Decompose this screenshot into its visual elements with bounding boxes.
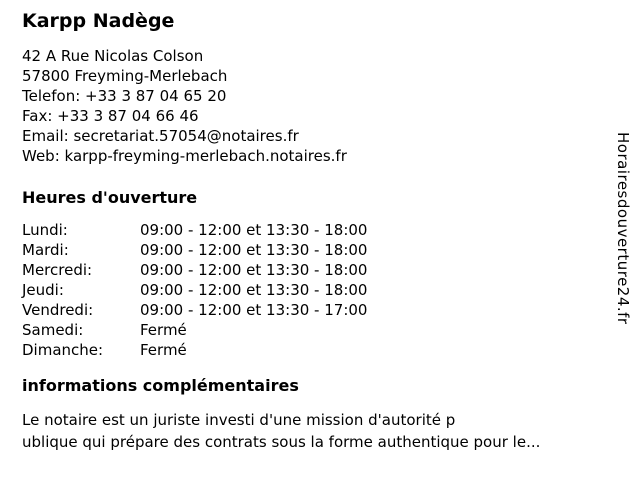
hours-table (22, 220, 592, 360)
info-heading: informations complémentaires (22, 376, 299, 395)
contact-block (22, 46, 592, 166)
page-title: Karpp Nadège (22, 10, 175, 32)
site-watermark: Horairesdouverture24.fr (614, 132, 632, 325)
day-label: Samedi: (22, 321, 84, 339)
day-label: Lundi: (22, 221, 68, 239)
info-line-1: Le notaire est un juriste investi d'une mission d'autorité p (22, 411, 456, 429)
day-label: Dimanche: (22, 341, 104, 359)
time-value: 09:00 - 12:00 et 13:30 - 17:00 (140, 301, 368, 319)
day-label: Jeudi: (22, 281, 64, 299)
time-value: 09:00 - 12:00 et 13:30 - 18:00 (140, 241, 368, 259)
info-line-2: ublique qui prépare des contrats sous la forme authentique pour le... (22, 433, 541, 451)
phone-line: Telefon: +33 3 87 04 65 20 (22, 87, 227, 105)
time-value: Fermé (140, 321, 187, 339)
day-label: Vendredi: (22, 301, 94, 319)
main-content (22, 10, 592, 453)
time-value: Fermé (140, 341, 187, 359)
table-row (22, 340, 592, 360)
day-label: Mardi: (22, 241, 69, 259)
table-row (22, 240, 592, 260)
table-row (22, 280, 592, 300)
day-label: Mercredi: (22, 261, 93, 279)
table-row (22, 320, 592, 340)
time-value: 09:00 - 12:00 et 13:30 - 18:00 (140, 221, 368, 239)
table-row (22, 220, 592, 240)
info-paragraph (22, 409, 592, 453)
time-value: 09:00 - 12:00 et 13:30 - 18:00 (140, 281, 368, 299)
table-row (22, 300, 592, 320)
time-value: 09:00 - 12:00 et 13:30 - 18:00 (140, 261, 368, 279)
email-line: Email: secretariat.57054@notaires.fr (22, 127, 299, 145)
hours-heading: Heures d'ouverture (22, 188, 198, 207)
address-line-2: 57800 Freyming-Merlebach (22, 67, 228, 85)
table-row (22, 260, 592, 280)
fax-line: Fax: +33 3 87 04 66 46 (22, 107, 199, 125)
address-line-1: 42 A Rue Nicolas Colson (22, 47, 204, 65)
web-line: Web: karpp-freyming-merlebach.notaires.fr (22, 147, 347, 165)
